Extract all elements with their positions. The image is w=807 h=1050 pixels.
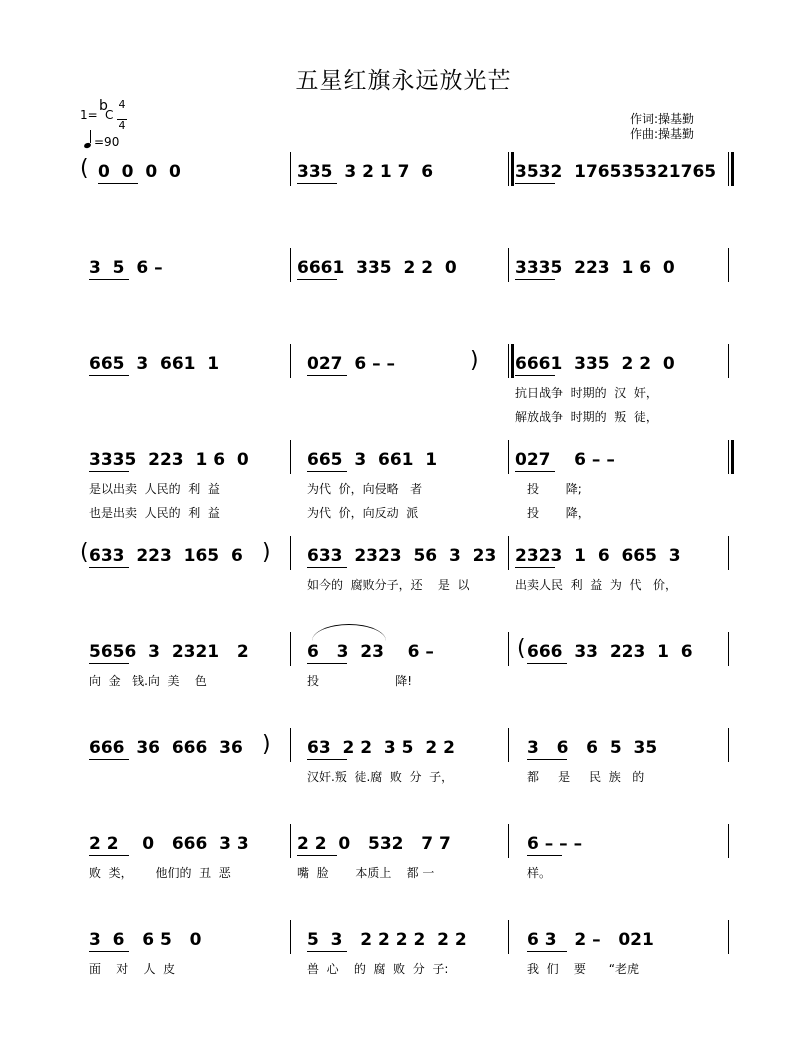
bar-line bbox=[728, 632, 729, 666]
beam-line bbox=[89, 471, 129, 472]
beam-line bbox=[307, 951, 347, 952]
quarter-note-icon bbox=[83, 142, 91, 149]
bar-line bbox=[508, 920, 509, 954]
notation-measure: 6 – – – bbox=[527, 834, 583, 854]
notation-measure: 666 36 666 36 bbox=[89, 738, 243, 758]
bar-line bbox=[728, 440, 729, 474]
close-paren: ) bbox=[470, 348, 479, 373]
bar-line bbox=[290, 728, 291, 762]
notation-measure: 3 5 6 – bbox=[89, 258, 163, 278]
lyric-line: 汉奸.叛 徒.腐 败 分 子， bbox=[307, 770, 454, 784]
bar-line bbox=[290, 152, 291, 186]
lyric-line: 出卖人民 利 益 为 代 价， bbox=[515, 578, 677, 592]
bar-line bbox=[728, 920, 729, 954]
slur-mark bbox=[312, 624, 386, 641]
bar-line bbox=[728, 824, 729, 858]
bar-line bbox=[508, 536, 509, 570]
beam-line bbox=[527, 663, 567, 664]
repeat-bar-line bbox=[511, 344, 514, 378]
bar-line bbox=[290, 440, 291, 474]
time-signature-bottom: 4 bbox=[118, 119, 126, 132]
notation-measure: 335 3 2 1 7 6 bbox=[297, 162, 434, 182]
bar-line bbox=[290, 632, 291, 666]
beam-line bbox=[515, 375, 555, 376]
beam-line bbox=[307, 567, 347, 568]
bar-line bbox=[508, 440, 509, 474]
open-paren: ( bbox=[80, 156, 89, 181]
beam-line bbox=[98, 183, 138, 184]
bar-line bbox=[508, 248, 509, 282]
open-paren: ( bbox=[80, 540, 89, 565]
bar-line bbox=[508, 632, 509, 666]
lyric-line: 投 降， bbox=[527, 506, 590, 520]
notation-measure: 027 6 – – bbox=[307, 354, 395, 374]
bar-line bbox=[508, 728, 509, 762]
beam-line bbox=[89, 567, 129, 568]
beam-line bbox=[515, 471, 555, 472]
bar-line bbox=[728, 728, 729, 762]
beam-line bbox=[307, 375, 347, 376]
notation-measure: 2 2 0 532 7 7 bbox=[297, 834, 451, 854]
beam-line bbox=[89, 375, 129, 376]
lyric-line: 我 们 要 “老虎 bbox=[527, 962, 639, 976]
bar-line bbox=[508, 344, 509, 378]
key-flat: b bbox=[99, 98, 108, 114]
beam-line bbox=[297, 183, 337, 184]
lyricist-credit: 作词:操基勤 bbox=[630, 112, 695, 126]
bar-line bbox=[290, 248, 291, 282]
bar-line bbox=[290, 824, 291, 858]
beam-line bbox=[515, 279, 555, 280]
lyric-line: 向 金 钱.向 美 色 bbox=[89, 674, 207, 688]
time-signature-top: 4 bbox=[118, 98, 126, 111]
open-paren: ( bbox=[517, 636, 526, 661]
beam-line bbox=[297, 279, 337, 280]
bar-line bbox=[508, 824, 509, 858]
beam-line bbox=[89, 951, 129, 952]
composer-credit: 作曲:操基勤 bbox=[630, 127, 695, 141]
bar-line bbox=[508, 152, 509, 186]
beam-line bbox=[89, 855, 129, 856]
beam-line bbox=[297, 855, 337, 856]
notation-measure: 2323 1 6 665 3 bbox=[515, 546, 681, 566]
notation-measure: 6 3 2 – 021 bbox=[527, 930, 654, 950]
notation-measure: 665 3 661 1 bbox=[307, 450, 438, 470]
repeat-bar-line bbox=[511, 152, 514, 186]
notation-measure: 3 6 6 5 0 bbox=[89, 930, 202, 950]
beam-line bbox=[515, 183, 555, 184]
beam-line bbox=[307, 663, 347, 664]
lyric-line: 败 类， 他们的 丑 恶 bbox=[89, 866, 231, 880]
beam-line bbox=[89, 279, 129, 280]
close-paren: ) bbox=[262, 732, 271, 757]
key-prefix: 1= bbox=[80, 108, 98, 122]
bar-line bbox=[728, 152, 729, 186]
repeat-bar-line bbox=[731, 440, 734, 474]
lyric-line: 面 对 人 皮 bbox=[89, 962, 176, 976]
lyric-line: 投 降! bbox=[307, 674, 413, 688]
lyric-line: 如今的 腐败分子，还 是 以 bbox=[307, 578, 470, 592]
lyric-line: 是以出卖 人民的 利 益 bbox=[89, 482, 220, 496]
lyric-line: 投 降; bbox=[527, 482, 582, 496]
lyric-line: 兽 心 的 腐 败 分 子: bbox=[307, 962, 449, 976]
lyric-line: 为代 价，向反动 派 bbox=[307, 506, 419, 520]
notation-measure: 633 2323 56 3 23 bbox=[307, 546, 497, 566]
lyric-line: 抗日战争 时期的 汉 奸， bbox=[515, 386, 658, 400]
notation-measure: 3335 223 1 6 0 bbox=[515, 258, 675, 278]
notation-measure: 5656 3 2321 2 bbox=[89, 642, 249, 662]
key-letter: C bbox=[105, 108, 114, 122]
beam-line bbox=[527, 759, 567, 760]
beam-line bbox=[89, 759, 129, 760]
bar-line bbox=[728, 536, 729, 570]
bar-line bbox=[728, 344, 729, 378]
lyric-line: 都 是 民 族 的 bbox=[527, 770, 645, 784]
notation-measure: 3 6 6 5 35 bbox=[527, 738, 658, 758]
bar-line bbox=[290, 920, 291, 954]
bar-line bbox=[728, 248, 729, 282]
song-title: 五星红旗永远放光芒 bbox=[295, 68, 512, 94]
lyric-line: 嘴 脸 本质上 都 一 bbox=[297, 866, 435, 880]
lyric-line: 为代 价，向侵略 者 bbox=[307, 482, 423, 496]
tempo-value: =90 bbox=[94, 135, 120, 149]
notation-measure: 2 2 0 666 3 3 bbox=[89, 834, 249, 854]
notation-measure: 5 3 2 2 2 2 2 2 bbox=[307, 930, 467, 950]
notation-measure: 3335 223 1 6 0 bbox=[89, 450, 249, 470]
repeat-bar-line bbox=[731, 152, 734, 186]
notation-measure: 6 3 23 6 – bbox=[307, 642, 434, 662]
beam-line bbox=[89, 663, 129, 664]
bar-line bbox=[290, 536, 291, 570]
notation-measure: 63 2 2 3 5 2 2 bbox=[307, 738, 455, 758]
notation-measure: 0 0 0 0 bbox=[98, 162, 181, 182]
beam-line bbox=[527, 951, 567, 952]
lyric-line: 样。 bbox=[527, 866, 552, 880]
notation-measure: 027 6 – – bbox=[515, 450, 615, 470]
notation-measure: 6661 335 2 2 0 bbox=[297, 258, 457, 278]
tempo-marking bbox=[84, 133, 119, 149]
notation-measure: 665 3 661 1 bbox=[89, 354, 220, 374]
beam-line bbox=[307, 471, 347, 472]
lyric-line: 也是出卖 人民的 利 益 bbox=[89, 506, 220, 520]
beam-line bbox=[527, 855, 562, 856]
notation-measure: 6661 335 2 2 0 bbox=[515, 354, 675, 374]
close-paren: ) bbox=[262, 540, 271, 565]
lyric-line: 解放战争 时期的 叛 徒， bbox=[515, 410, 658, 424]
beam-line bbox=[307, 759, 347, 760]
notation-measure: 3532 176535321765 bbox=[515, 162, 717, 182]
notation-measure: 666 33 223 1 6 bbox=[527, 642, 693, 662]
beam-line bbox=[515, 567, 555, 568]
notation-measure: 633 223 165 6 bbox=[89, 546, 243, 566]
bar-line bbox=[290, 344, 291, 378]
